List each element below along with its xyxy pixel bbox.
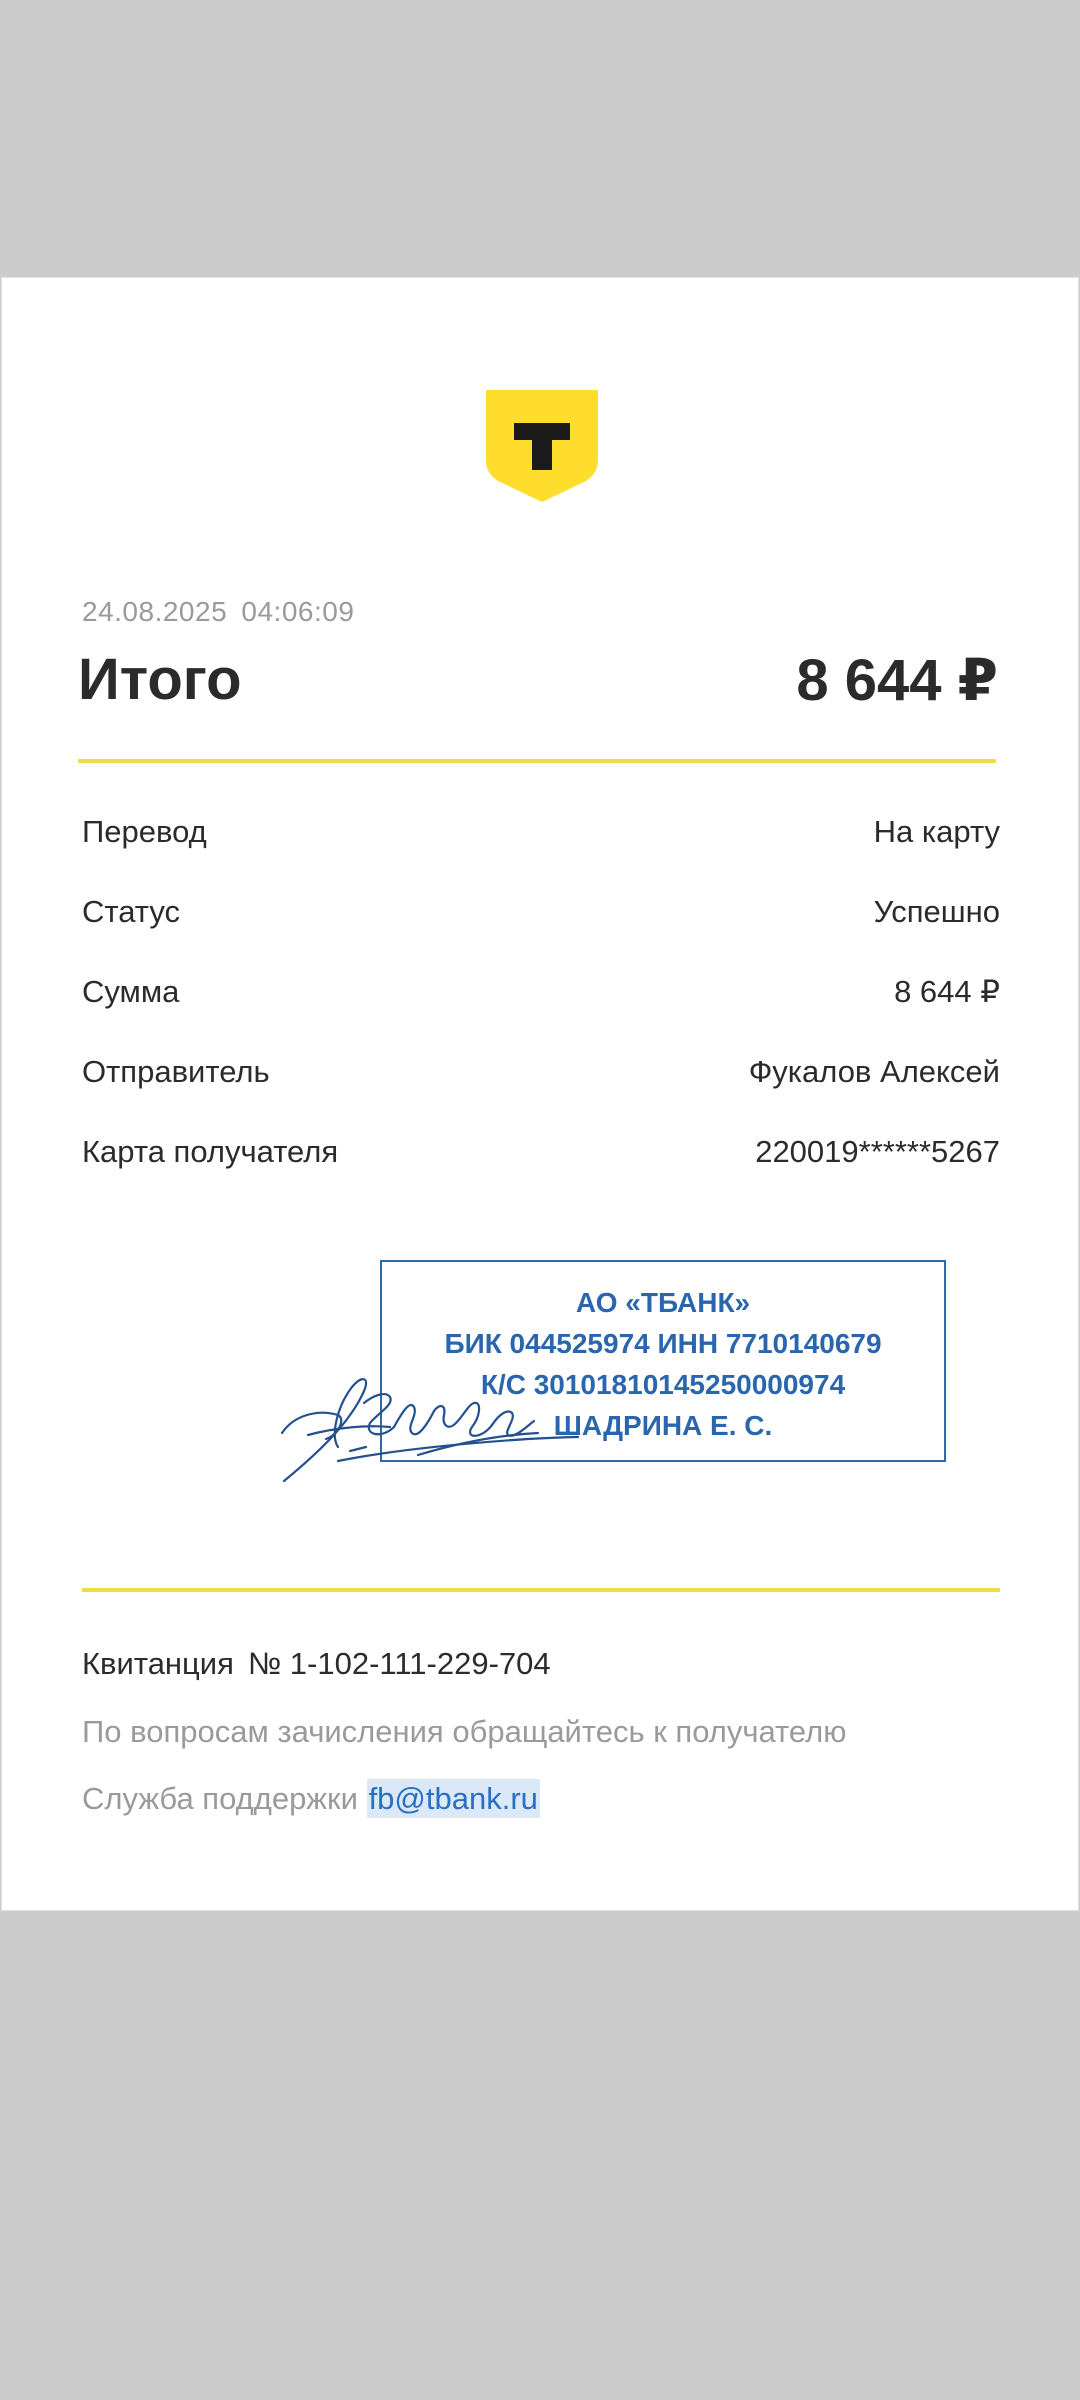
total-label: Итого [78, 647, 242, 712]
support-line [82, 1781, 540, 1817]
detail-row-status [82, 894, 1000, 938]
detail-label: Отправитель [82, 1054, 270, 1089]
divider [82, 1588, 1000, 1592]
detail-row-amount [82, 974, 1000, 1018]
stamp-line: БИК 044525974 ИНН 7710140679 [444, 1328, 882, 1359]
detail-label: Статус [82, 894, 180, 929]
divider [78, 759, 996, 763]
support-label: Служба поддержки [82, 1781, 358, 1816]
support-email-link[interactable]: fb@tbank.ru [368, 1781, 538, 1816]
detail-row-transfer [82, 814, 1000, 858]
detail-label: Перевод [82, 814, 207, 849]
detail-value: 8 644 ₽ [894, 974, 1000, 1009]
enrollment-note: По вопросам зачисления обращайтесь к получателю [82, 1714, 847, 1749]
stamp-line: АО «ТБАНК» [575, 1287, 751, 1318]
stamp-line: ШАДРИНА Е. С. [553, 1410, 773, 1441]
receipt-number-value: № 1-102-111-229-704 [247, 1646, 551, 1681]
detail-value: Фукалов Алексей [748, 1054, 1000, 1089]
detail-value: На карту [873, 814, 1000, 849]
detail-row-sender [82, 1054, 1000, 1098]
receipt-number [82, 1646, 551, 1682]
receipt-card [2, 278, 1078, 1910]
signature-image [278, 1343, 588, 1483]
detail-value: Успешно [873, 894, 1000, 929]
detail-label: Сумма [82, 974, 180, 1009]
detail-value: 220019******5267 [755, 1134, 1000, 1169]
total-amount: 8 644 ₽ [796, 648, 998, 713]
detail-label: Карта получателя [82, 1134, 339, 1169]
detail-row-recipient-card [82, 1134, 1000, 1178]
tbank-logo [485, 389, 599, 502]
stamp-line: К/С 30101810145250000974 [480, 1369, 846, 1400]
transaction-datetime: 24.08.2025 04:06:09 [82, 596, 355, 627]
receipt-number-label: Квитанция [82, 1646, 234, 1681]
